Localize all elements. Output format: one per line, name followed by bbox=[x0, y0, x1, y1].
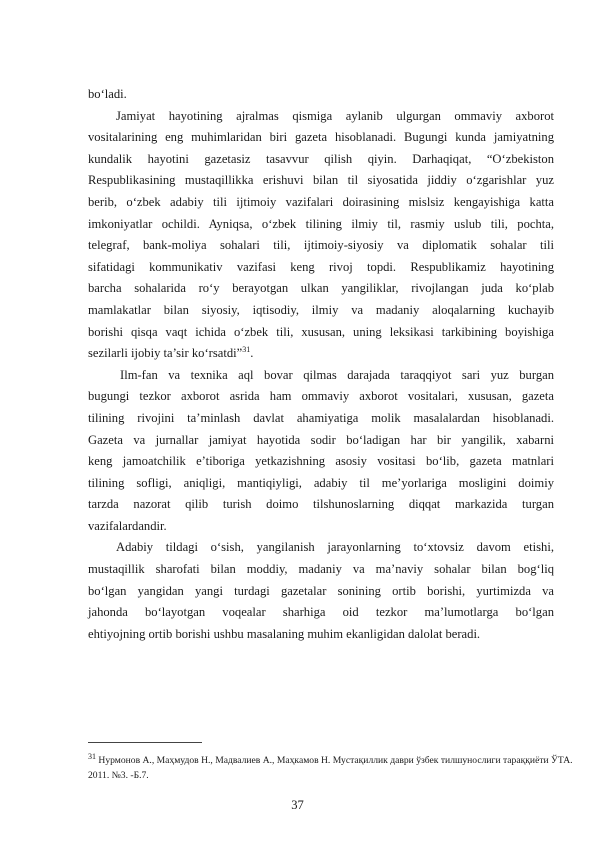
text-line bbox=[88, 322, 554, 344]
footnote-line-1 bbox=[88, 751, 573, 768]
text-line bbox=[88, 365, 554, 387]
footnote-marker: 31 bbox=[88, 751, 96, 761]
text-line bbox=[88, 106, 554, 128]
text-line-content: jahonda bo‘layotgan voqealar sharhiga oid tezkor ma’lumotlarga bo‘lgan bbox=[88, 605, 554, 620]
text-line-content: bo‘lgan yangidan yangi turdagi gazetalar sonining ortib borishi, yurtimizda va bbox=[88, 583, 554, 598]
text-line bbox=[88, 343, 554, 365]
text-line bbox=[88, 473, 554, 495]
text-line bbox=[88, 214, 554, 236]
text-line-content: bugungi tezkor axborot asrida ham ommaviy axborot vositalari, xususan, gazeta bbox=[88, 389, 554, 404]
text-line-content: borishi qisqa vaqt ichida o‘zbek tili, xususan, uning leksikasi tarkibining boyishiga bbox=[88, 324, 554, 339]
text-line-content: mamlakatlar bilan siyosiy, iqtisodiy, ilmiy va madaniy aloqalarning kuchayib bbox=[88, 302, 554, 317]
text-line-content: Ilm-fan va texnika aql bovar qilmas darajada taraqqiyot sari yuz burgan bbox=[120, 367, 554, 382]
text-line-content: vositalarining eng muhimlaridan biri gazeta hisoblanadi. Bugungi kunda jamiyatning bbox=[88, 130, 554, 145]
text-line-content: telegraf, bank-moliya sohalari tili, ijtimoiy-siyosiy va diplomatik sohalar tili bbox=[88, 238, 554, 253]
text-line bbox=[88, 170, 554, 192]
text-line-content: imkoniyatlar ochildi. Ayniqsa, o‘zbek tilining ilmiy til, rasmiy uslub tili, pochta, bbox=[88, 216, 554, 231]
text-line-content: Respublikasining mustaqillikka erishuvi bilan til siyosatida jiddiy o‘zgarishlar yuz bbox=[88, 173, 554, 188]
text-line bbox=[88, 537, 554, 559]
text-line bbox=[88, 149, 554, 171]
text-line bbox=[88, 386, 554, 408]
text-line bbox=[88, 127, 554, 149]
text-line bbox=[88, 278, 554, 300]
text-line-content: keng jamoatchilik e’tiboriga yetkazishning asosiy vositasi bo‘lib, gazeta matnlari bbox=[88, 454, 554, 469]
text-line-content: sifatidagi kommunikativ vazifasi keng rivoj topdi. Respublikamiz hayotining bbox=[88, 259, 554, 274]
text-line-suffix: . bbox=[250, 346, 254, 361]
text-line bbox=[88, 430, 554, 452]
text-line bbox=[88, 300, 554, 322]
text-line bbox=[88, 235, 554, 257]
text-line bbox=[88, 451, 554, 473]
text-line-content: berib, o‘zbek adabiy tili ijtimoiy vazifalari doirasining mislsiz kengayishiga katta bbox=[88, 194, 554, 209]
text-line-content: mustaqillik sharofati bilan moddiy, madaniy va ma’naviy sohalar bilan bog‘liq bbox=[88, 562, 554, 577]
text-line-content: sezilarli ijobiy ta’sir ko‘rsatdi” bbox=[88, 346, 243, 361]
footnote-line-2: 2011. №3. -Б.7. bbox=[88, 770, 149, 781]
text-line-content: kundalik hayotini gazetasiz tasavvur qilish qiyin. Darhaqiqat, “O‘zbekiston bbox=[88, 151, 554, 166]
text-line-content: bo‘ladi. bbox=[88, 87, 127, 101]
text-line bbox=[88, 192, 554, 214]
text-line-content: tilining rivojini ta’minlash davlat ahamiyatiga molik masalalardan hisoblanadi. bbox=[88, 410, 554, 425]
text-line-content: Jamiyat hayotining ajralmas qismiga aylanib ulgurgan ommaviy axborot bbox=[116, 108, 554, 123]
text-line bbox=[88, 624, 554, 646]
text-line bbox=[88, 581, 554, 603]
main-text bbox=[88, 84, 554, 645]
text-line-content: tarzda nazorat qilib turish doimo tilshunoslarning diqqat markazida turgan bbox=[88, 497, 554, 512]
footnote-separator bbox=[88, 742, 202, 743]
text-line bbox=[88, 559, 554, 581]
text-line-content: vazifalardandir. bbox=[88, 518, 167, 533]
text-line bbox=[88, 408, 554, 430]
text-line bbox=[88, 516, 554, 538]
footnote-reference: 31 bbox=[242, 344, 251, 354]
text-line-content: ehtiyojning ortib borishi ushbu masalaning muhim ekanligidan dalolat beradi. bbox=[88, 626, 481, 641]
text-line-content: barcha sohalarida ro‘y berayotgan ulkan yangiliklar, rivojlangan juda ko‘plab bbox=[88, 281, 554, 296]
text-line bbox=[88, 84, 554, 106]
page-number: 37 bbox=[291, 798, 304, 812]
footnote-text-1: Нурмонов А., Маҳмудов Н., Мадвалиев А., Маҳкамов Н. Мустақиллик даври ўзбек тилшунослиги тараққиёти ЎТА. bbox=[96, 755, 573, 766]
text-line-content: Adabiy tildagi o‘sish, yangilanish jarayonlarning to‘xtovsiz davom etishi, bbox=[116, 540, 554, 555]
text-line-content: Gazeta va jurnallar jamiyat hayotida sodir bo‘ladigan har bir yangilik, xabarni bbox=[88, 432, 554, 447]
footnote bbox=[88, 751, 573, 783]
text-line bbox=[88, 494, 554, 516]
text-line bbox=[88, 602, 554, 624]
text-line bbox=[88, 257, 554, 279]
text-line-content: tilining sofligi, aniqligi, mantiqiyligi, adabiy til me’yorlariga mosligini doimiy bbox=[88, 475, 554, 490]
